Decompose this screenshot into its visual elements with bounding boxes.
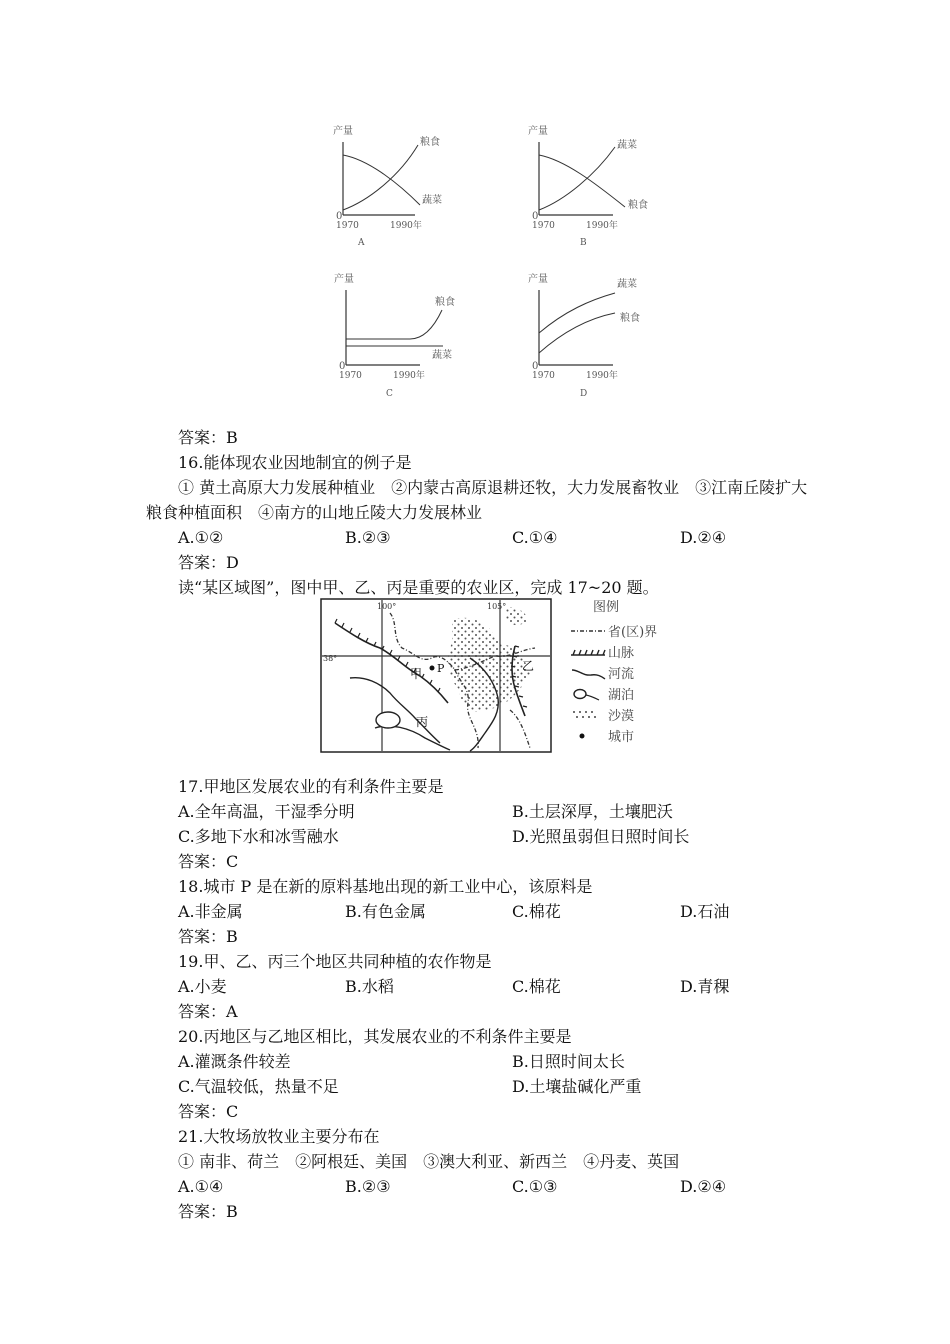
graph-d-x-start: 1970 xyxy=(532,371,555,381)
meridian-100-label: 100° xyxy=(377,602,397,611)
graph-c-x-end: 1990年 xyxy=(393,371,425,381)
q20-option-d[interactable]: D.土壤盐碱化严重 xyxy=(512,1077,642,1096)
answer-16: 答案：D xyxy=(178,553,239,572)
question-21-statements: ① 南非、荷兰 ②阿根廷、美国 ③澳大利亚、新西兰 ④丹麦、英国 xyxy=(178,1152,680,1171)
graph-b-x-start: 1970 xyxy=(532,221,555,231)
answer-18: 答案：B xyxy=(178,927,238,946)
graph-b-series-declining xyxy=(539,155,625,207)
city-p-marker xyxy=(430,666,435,671)
graph-c-series-upper xyxy=(346,310,442,339)
q16-option-d[interactable]: D.②④ xyxy=(680,528,727,547)
region-map xyxy=(320,598,552,753)
legend-desert-label: 沙漠 xyxy=(608,709,635,724)
graph-b-ylabel: 产量 xyxy=(528,126,548,137)
graph-d-caption: D xyxy=(580,389,588,399)
answer-20: 答案：C xyxy=(178,1102,239,1121)
graph-d-series-lower xyxy=(539,313,615,353)
q20-option-a[interactable]: A.灌溉条件较差 xyxy=(178,1052,291,1071)
question-20-stem: 20.丙地区与乙地区相比，其发展农业的不利条件主要是 xyxy=(178,1027,572,1046)
graph-c-x-start: 1970 xyxy=(339,371,362,381)
q16-option-b[interactable]: B.②③ xyxy=(345,528,391,547)
parallel-38-label: 38° xyxy=(323,654,338,663)
production-graphs-figure xyxy=(310,115,660,415)
region-map-svg xyxy=(320,598,552,753)
q18-option-a[interactable]: A.非金属 xyxy=(178,902,243,921)
graph-b-caption: B xyxy=(580,238,587,248)
legend-river xyxy=(567,662,677,682)
q19-option-d[interactable]: D.青稞 xyxy=(680,977,730,996)
graph-b-origin: 0 xyxy=(532,211,539,222)
graph-b-rising-label: 蔬菜 xyxy=(617,140,637,151)
answer-19: 答案：A xyxy=(178,1002,238,1021)
graph-c-origin: 0 xyxy=(339,361,346,372)
answer-15: 答案：B xyxy=(178,428,238,447)
graph-c xyxy=(334,272,455,399)
legend-mountain-label: 山脉 xyxy=(608,646,635,661)
graph-a-declining-label: 蔬菜 xyxy=(422,195,442,206)
graph-d-lower-label: 粮食 xyxy=(620,313,640,324)
answer-17: 答案：C xyxy=(178,852,239,871)
graph-a-x-start: 1970 xyxy=(336,221,359,231)
question-16-stem: 16.能体现农业因地制宜的例子是 xyxy=(178,453,412,472)
q17-option-a[interactable]: A.全年高温，干湿季分明 xyxy=(178,802,355,821)
graph-a xyxy=(333,124,442,248)
graph-b-x-end: 1990年 xyxy=(586,221,618,231)
graph-a-caption: A xyxy=(358,238,365,248)
question-17-stem: 17.甲地区发展农业的有利条件主要是 xyxy=(178,777,444,796)
graph-a-series-rising xyxy=(343,145,418,210)
region-yi-label: 乙 xyxy=(522,659,535,673)
lake-icon xyxy=(569,687,609,701)
legend-lake xyxy=(567,683,677,703)
q20-option-b[interactable]: B.日照时间太长 xyxy=(512,1052,625,1071)
graph-a-origin: 0 xyxy=(336,211,343,222)
graph-d-origin: 0 xyxy=(532,361,539,372)
city-dot-icon xyxy=(569,729,609,743)
question-19-stem: 19.甲、乙、丙三个地区共同种植的农作物是 xyxy=(178,952,492,971)
legend-boundary-label: 省(区)界 xyxy=(608,625,658,640)
q18-option-d[interactable]: D.石油 xyxy=(680,902,730,921)
mountain-icon xyxy=(569,645,609,659)
city-p-label: P xyxy=(437,662,445,675)
desert-icon xyxy=(569,708,609,722)
graph-d-x-end: 1990年 xyxy=(586,371,618,381)
lake xyxy=(376,712,400,728)
legend-city-label: 城市 xyxy=(608,730,635,745)
graph-c-caption: C xyxy=(386,389,393,399)
q17-option-d[interactable]: D.光照虽弱但日照时间长 xyxy=(512,827,690,846)
q16-option-c[interactable]: C.①④ xyxy=(512,528,558,547)
q21-option-b[interactable]: B.②③ xyxy=(345,1177,391,1196)
graph-a-x-end: 1990年 xyxy=(390,221,422,231)
region-jia-label: 甲 xyxy=(410,667,423,681)
legend-mountain xyxy=(567,641,677,661)
graph-b-declining-label: 粮食 xyxy=(628,200,648,211)
q18-option-c[interactable]: C.棉花 xyxy=(512,902,561,921)
graph-a-ylabel: 产量 xyxy=(333,126,353,137)
q21-option-a[interactable]: A.①④ xyxy=(178,1177,224,1196)
graph-b xyxy=(528,124,648,248)
q21-option-c[interactable]: C.①③ xyxy=(512,1177,558,1196)
river-icon xyxy=(569,666,609,680)
q16-option-a[interactable]: A.①② xyxy=(178,528,224,547)
q19-option-a[interactable]: A.小麦 xyxy=(178,977,227,996)
q18-option-b[interactable]: B.有色金属 xyxy=(345,902,426,921)
graph-d xyxy=(528,272,640,399)
question-18-stem: 18.城市 P 是在新的原料基地出现的新工业中心，该原料是 xyxy=(178,877,593,896)
answer-21: 答案：B xyxy=(178,1202,238,1221)
graph-c-upper-label: 粮食 xyxy=(435,297,455,308)
q17-option-c[interactable]: C.多地下水和冰雪融水 xyxy=(178,827,339,846)
legend-lake-label: 湖泊 xyxy=(608,688,635,703)
question-16-statements: ① 黄土高原大力发展种植业 ②内蒙古高原退耕还牧，大力发展畜牧业 ③江南丘陵扩大粮食种植面积 ④南方的山地丘陵大力发展林业 xyxy=(146,478,808,522)
legend-city xyxy=(567,725,677,745)
q21-option-d[interactable]: D.②④ xyxy=(680,1177,727,1196)
legend-boundary xyxy=(567,620,677,640)
legend-river-label: 河流 xyxy=(608,667,635,682)
graph-a-rising-label: 粮食 xyxy=(420,137,440,148)
meridian-105-label: 105° xyxy=(487,602,507,611)
legend-title: 图例 xyxy=(593,600,620,615)
graph-c-lower-label: 蔬菜 xyxy=(432,350,452,361)
q17-option-b[interactable]: B.土层深厚，土壤肥沃 xyxy=(512,802,673,821)
q19-option-c[interactable]: C.棉花 xyxy=(512,977,561,996)
question-21-stem: 21.大牧场放牧业主要分布在 xyxy=(178,1127,380,1146)
graph-d-upper-label: 蔬菜 xyxy=(617,279,637,290)
graph-d-ylabel: 产量 xyxy=(528,274,548,285)
graph-b-series-rising xyxy=(539,147,615,210)
boundary-icon xyxy=(569,624,609,638)
graph-c-ylabel: 产量 xyxy=(334,274,354,285)
graphs-svg xyxy=(310,115,660,415)
region-bing-label: 丙 xyxy=(416,715,429,729)
map-legend xyxy=(567,596,677,756)
legend-desert xyxy=(567,704,677,724)
q19-option-b[interactable]: B.水稻 xyxy=(345,977,394,996)
graph-a-series-declining xyxy=(343,155,420,205)
map-intro: 读“某区域图”，图中甲、乙、丙是重要的农业区，完成 17~20 题。 xyxy=(178,578,659,597)
q20-option-c[interactable]: C.气温较低，热量不足 xyxy=(178,1077,339,1096)
